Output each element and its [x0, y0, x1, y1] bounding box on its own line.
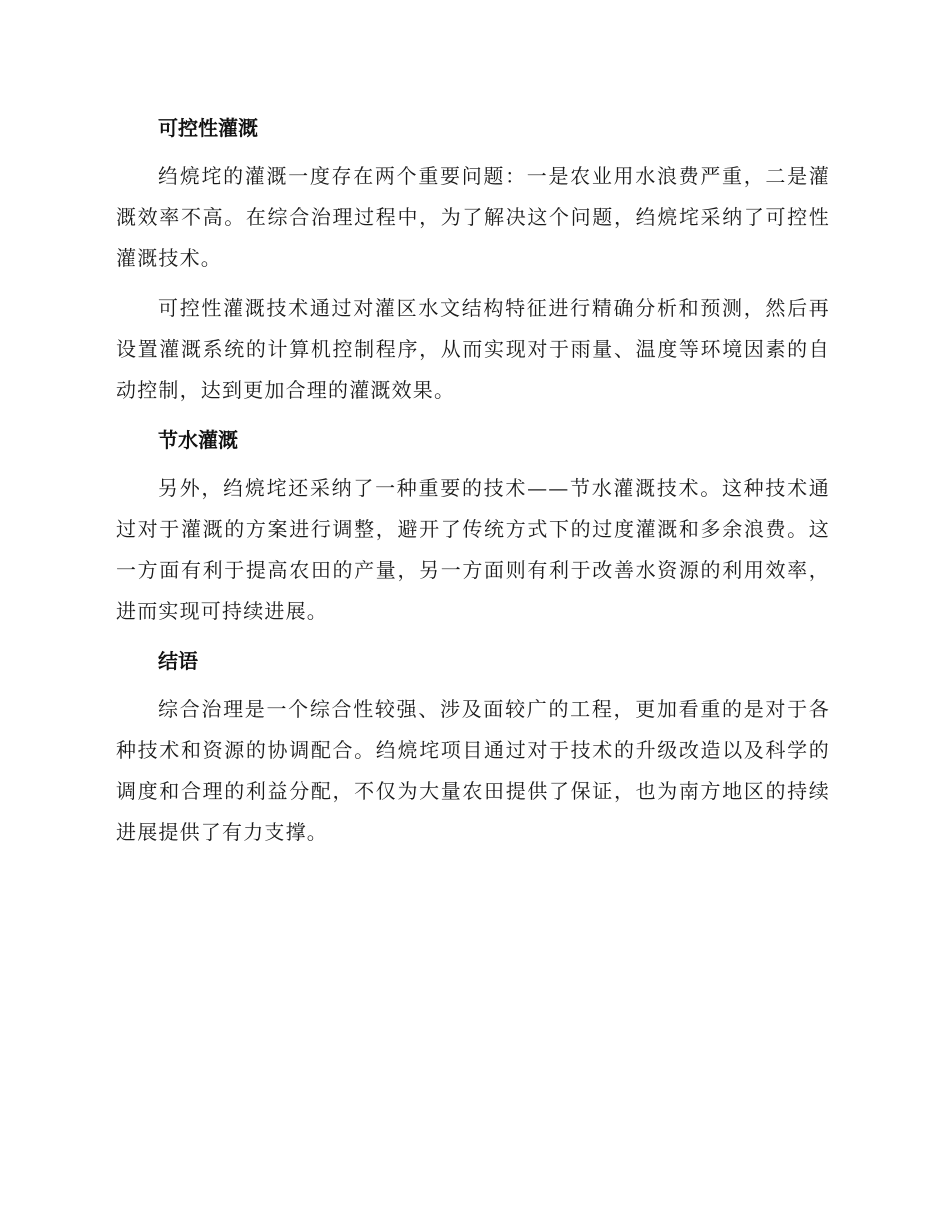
paragraph: 另外，绉煷垞还采纳了一种重要的技术——节水灌溉技术。这种技术通过对于灌溉的方案进行调整，避开了传统方式下的过度灌溉和多余浪费。这一方面有利于提高农田的产量，另一方面则有利于改善水资源的利用效率，进而实现可持续进展。 [116, 476, 830, 623]
section-conclusion [116, 641, 830, 853]
paragraph: 绉煷垞的灌溉一度存在两个重要问题：一是农业用水浪费严重，二是灌溉效率不高。在综合治理过程中，为了解决这个问题，绉煷垞采纳了可控性灌溉技术。 [116, 164, 830, 270]
paragraph: 综合治理是一个综合性较强、涉及面较广的工程，更加看重的是对于各种技术和资源的协调配合。绉煷垞项目通过对于技术的升级改造以及科学的调度和合理的利益分配，不仅为大量农田提供了保证，也为南方地区的持续进展提供了有力支撑。 [116, 697, 830, 844]
section-heading: 节水灌溉 [158, 428, 238, 452]
document-page [116, 108, 830, 853]
section-heading: 结语 [158, 649, 198, 673]
section-controllable-irrigation [116, 108, 830, 420]
paragraph: 可控性灌溉技术通过对灌区水文结构特征进行精确分析和预测，然后再设置灌溉系统的计算机控制程序，从而实现对于雨量、温度等环境因素的自动控制，达到更加合理的灌溉效果。 [116, 296, 830, 402]
section-water-saving-irrigation [116, 420, 830, 641]
section-heading: 可控性灌溉 [158, 116, 258, 140]
